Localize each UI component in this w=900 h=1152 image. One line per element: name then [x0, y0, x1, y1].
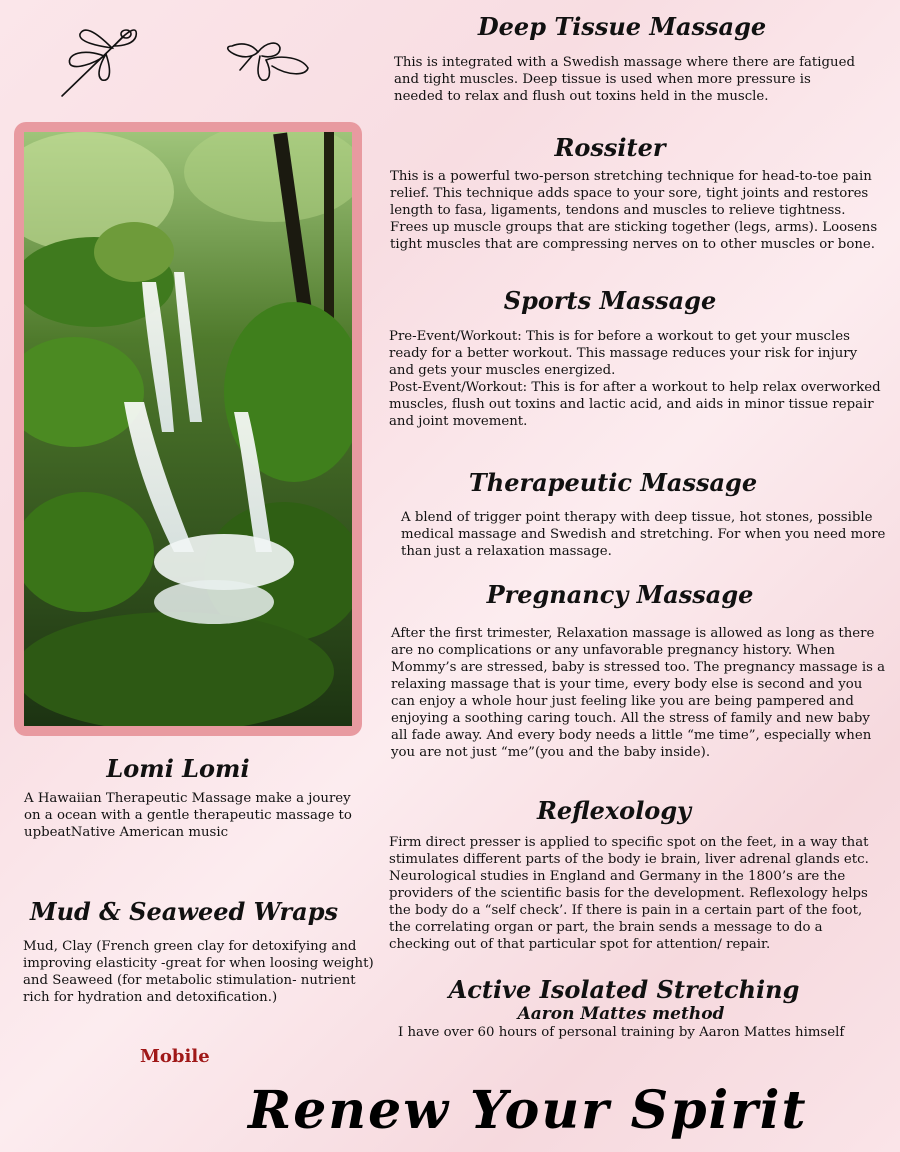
- deep-tissue-title: Deep Tissue Massage: [477, 12, 767, 41]
- lomi-lomi-text: A Hawaiian Therapeutic Massage make a jourey on a ocean with a gentle therapeutic massage to upbeatNative American music: [24, 791, 352, 840]
- photo-frame: [14, 122, 362, 736]
- therapeutic-text: A blend of trigger point therapy with deep tissue, hot stones, possible medical massage and Swedish and stretching. For when you need more than just a relaxation massage.: [401, 510, 886, 559]
- reflexology-title: Reflexology: [536, 796, 692, 825]
- waterfall-photo: [24, 132, 352, 726]
- lomi-lomi-title: Lomi Lomi: [106, 754, 250, 783]
- rossiter-text: This is a powerful two-person stretching technique for head-to-toe pain relief. This technique adds space to your sore, tight joints and restores length to fasa, ligaments, tendons and muscles to relieve tightness. Frees up muscle groups that are sticking together (legs, arms). Loosens tight muscles that are compressing nerves on to other muscles or bone.: [390, 169, 878, 252]
- pregnancy-massage-title: Pregnancy Massage: [486, 580, 754, 609]
- pregnancy-text: After the first trimester, Relaxation massage is allowed as long as there are no complications or any unfavorable pregnancy history. When Mommy’s are stressed, baby is stressed too. The pregnancy massage is a relaxing massage that is your time, every body else is second and you can enjoy a whole hour just feeling like you are being pampered and enjoying a soothing caring touch. All the stress of family and new baby all fade away. And every body needs a little “me time”, especially when you are not just “me”(you and the baby inside).: [391, 626, 886, 760]
- ais-title: Active Isolated Stretching: [448, 975, 800, 1004]
- wraps-title: Mud & Seaweed Wraps: [30, 897, 339, 926]
- dragonfly-icon: [54, 24, 140, 102]
- rossiter-title: Rossiter: [554, 133, 666, 162]
- mobile-label: Mobile: [140, 1046, 210, 1067]
- reflexology-text: Firm direct presser is applied to specific spot on the feet, in a way that stimulates different parts of the body ie brain, liver adrenal glands etc. Neurological studies in England and Germany in the 1800’s are the providers of the scientific basis for the development. Reflexology helps the body do a “self check’. If there is pain in a certain part of the foot, the correlating organ or part, the brain sends a message to do a checking out of that particular spot for attention/ repair.: [389, 835, 869, 952]
- footer-slogan: Renew Your Spirit: [248, 1080, 808, 1141]
- deep-tissue-text: This is integrated with a Swedish massage where there are fatigued and tight muscles. Deep tissue is used when more pressure is needed to relax and flush out toxins held in the muscle.: [394, 55, 855, 104]
- sports-pre-text: Pre-Event/Workout: This is for before a workout to get your muscles ready for a better workout. This massage reduces your risk for injury and gets your muscles energized.: [389, 329, 858, 378]
- ais-subtitle: Aaron Mattes method: [517, 1004, 725, 1024]
- butterfly-icon: [222, 36, 314, 86]
- ais-text: I have over 60 hours of personal training by Aaron Mattes himself: [398, 1025, 845, 1040]
- sports-post-text: Post-Event/Workout: This is for after a workout to help relax overworked muscles, flush out toxins and lactic acid, and aids in minor tissue repair and joint movement.: [389, 380, 881, 429]
- sports-massage-title: Sports Massage: [503, 286, 717, 315]
- wraps-text: Mud, Clay (French green clay for detoxifying and improving elasticity -great for when loosing weight) and Seaweed (for metabolic stimulation- nutrient rich for hydration and detoxification.): [23, 939, 374, 1005]
- therapeutic-massage-title: Therapeutic Massage: [468, 468, 758, 497]
